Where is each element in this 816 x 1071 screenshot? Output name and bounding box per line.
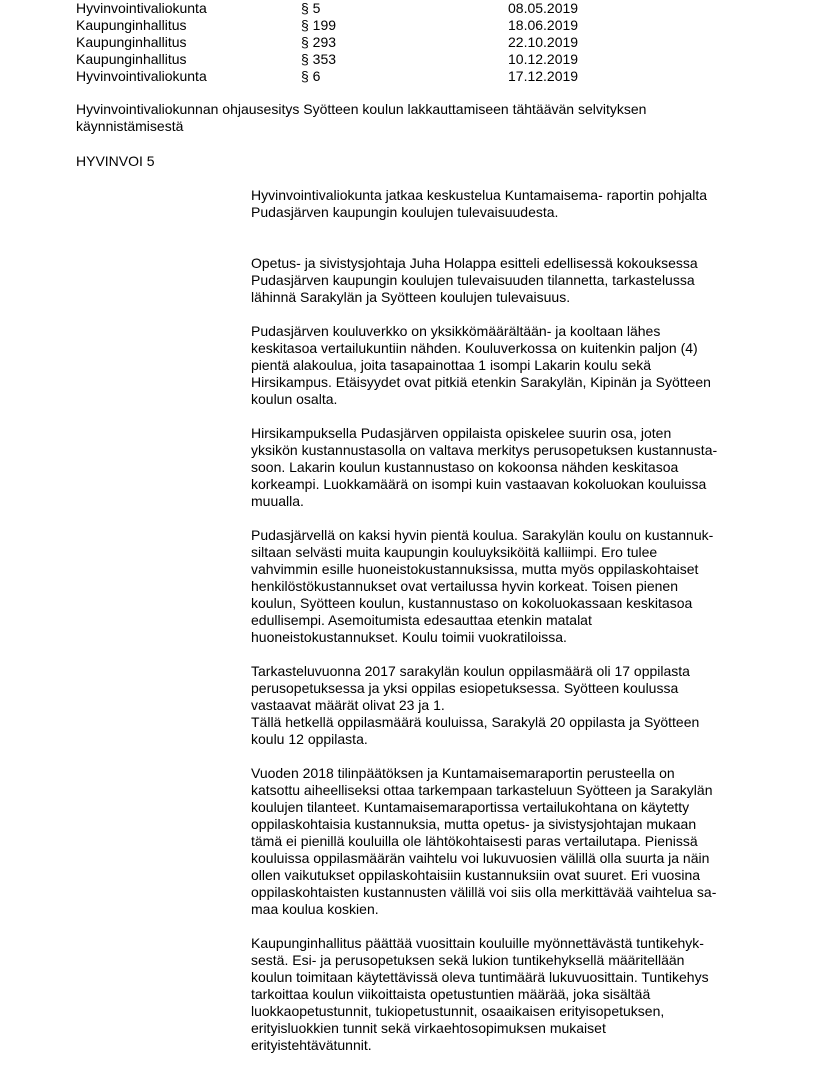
- paragraph-line: erityistehtävätunnit.: [251, 1037, 372, 1053]
- paragraph-line: muualla.: [251, 493, 304, 509]
- paragraph-line: soon. Lakarin koulun kustannustaso on kokoonsa nähden keskitasoa: [251, 459, 679, 475]
- paragraph-line: Pudasjärven kouluverkko on yksikkömäärältään- ja kooltaan lähes: [251, 323, 661, 339]
- paragraph-line: pientä alakoulua, joita tasapainottaa 1 isompi Lakarin koulu sekä: [251, 357, 652, 373]
- paragraph-line: Hirsikampuksella Pudasjärven oppilaista opiskelee suurin osa, joten: [251, 425, 672, 441]
- history-date: 22.10.2019: [508, 34, 579, 50]
- history-body: Kaupunginhallitus: [76, 51, 187, 67]
- paragraph-line: koulun toimitaan käytettävissä oleva tuntimäärä lukuvuosittain. Tuntikehys: [251, 969, 709, 985]
- title-line: Hyvinvointivaliokunnan ohjausesitys Syötteen koulun lakkauttamiseen tähtäävän selvityksen: [76, 101, 647, 117]
- paragraph-line: huoneistokustannukset. Koulu toimii vuokratiloissa.: [251, 629, 567, 645]
- paragraph-line: perusopetuksessa ja yksi oppilas esiopetuksessa. Syötteen koulussa: [251, 680, 679, 696]
- history-body: Kaupunginhallitus: [76, 17, 187, 33]
- history-date: 10.12.2019: [508, 51, 579, 67]
- history-row: [76, 68, 776, 85]
- paragraph-line: erityisluokkien tunnit sekä virkaehtosopimuksen mukaiset: [251, 1020, 606, 1036]
- paragraph-line: siltaan selvästi muita kaupungin kouluyksiköitä kalliimpi. Ero tulee: [251, 544, 658, 560]
- history-date: 17.12.2019: [508, 68, 579, 84]
- paragraph: [251, 323, 743, 408]
- history-row: [76, 51, 776, 68]
- paragraph-line: lähinnä Sarakylän ja Syötteen koulujen tulevaisuus.: [251, 289, 571, 305]
- paragraph-line: maa koulua koskien.: [251, 901, 379, 917]
- paragraph-line: yksikön kustannustasolla on valtava merkitys perusopetuksen kustannusta-: [251, 442, 718, 458]
- history-body: Hyvinvointivaliokunta: [76, 68, 207, 84]
- history-section: § 199: [301, 17, 337, 33]
- history-section: § 6: [301, 68, 321, 84]
- paragraph-line: Tarkasteluvuonna 2017 sarakylän koulun oppilasmäärä oli 17 oppilasta: [251, 663, 690, 679]
- history-date: 08.05.2019: [508, 0, 579, 16]
- paragraph: [251, 527, 743, 646]
- meeting-history: [76, 0, 776, 85]
- paragraph-line: Vuoden 2018 tilinpäätöksen ja Kuntamaisemaraportin perusteella on: [251, 765, 675, 781]
- paragraph-line: Opetus- ja sivistysjohtaja Juha Holappa esitteli edellisessä kokouksessa: [251, 255, 698, 271]
- paragraph-line: henkilöstökustannukset ovat vertailussa hyvin korkeat. Toisen pienen: [251, 578, 678, 594]
- paragraph-line: kouluissa oppilasmäärän vaihtelu voi lukuvuosien välillä olla suurta ja näin: [251, 850, 710, 866]
- paragraph-line: Pudasjärven kaupungin koulujen tulevaisuuden tilannetta, tarkastelussa: [251, 272, 695, 288]
- paragraph-line: koulu 12 oppilasta.: [251, 731, 368, 747]
- paragraph-line: sestä. Esi- ja perusopetuksen sekä lukion tuntikehyksellä määritellään: [251, 952, 685, 968]
- history-row: [76, 0, 776, 17]
- paragraph: [251, 935, 743, 1054]
- paragraph-line: ollen vaikutukset oppilaskohtaisiin kustannuksiin ovat suuret. Eri vuosina: [251, 867, 701, 883]
- paragraph-line: oppilaskohtaisten kustannusten välillä voi siis olla merkittävää vaihtelua sa-: [251, 884, 717, 900]
- history-section: § 5: [301, 0, 321, 16]
- paragraph: [251, 425, 743, 510]
- paragraph-line: Kaupunginhallitus päättää vuosittain kouluille myönnettävästä tuntikehyk-: [251, 935, 704, 951]
- paragraph-line: tämä ei pienillä kouluilla ole lähtökohtaisesti paras vertailutapa. Pienissä: [251, 833, 698, 849]
- paragraph: [251, 187, 743, 221]
- title-line: käynnistämisestä: [76, 118, 184, 134]
- agenda-item-code: HYVINVOI 5: [76, 153, 155, 169]
- body-text: [251, 187, 743, 1071]
- paragraph-line: Pudasjärvellä on kaksi hyvin pientä koulua. Sarakylän koulu on kustannuk-: [251, 527, 714, 543]
- paragraph-line: korkeampi. Luokkamäärä on isompi kuin vastaavan kokoluokan kouluissa: [251, 476, 707, 492]
- history-section: § 353: [301, 51, 337, 67]
- paragraph-line: vahvimmin esille huoneistokustannuksissa, mutta myös oppilaskohtaiset: [251, 561, 699, 577]
- paragraph: [251, 663, 743, 748]
- paragraph-line: luokkaopetustunnit, tukiopetustunnit, osaaikaisen erityisopetuksen,: [251, 1003, 665, 1019]
- paragraph-line: Pudasjärven kaupungin koulujen tulevaisuudesta.: [251, 204, 559, 220]
- paragraph: [251, 765, 743, 918]
- history-row: [76, 17, 776, 34]
- paragraph-line: Tällä hetkellä oppilasmäärä kouluissa, Sarakylä 20 oppilasta ja Syötteen: [251, 714, 700, 730]
- paragraph-line: vastaavat määrät olivat 23 ja 1.: [251, 697, 445, 713]
- paragraph-line: koulun, Syötteen koulun, kustannustaso on kokoluokassaan keskitasoa: [251, 595, 693, 611]
- history-body: Hyvinvointivaliokunta: [76, 0, 207, 16]
- paragraph-line: Hyvinvointivaliokunta jatkaa keskustelua Kuntamaisema- raportin pohjalta: [251, 187, 708, 203]
- paragraph: [251, 255, 743, 306]
- agenda-item-title: [76, 101, 676, 135]
- paragraph-line: keskitasoa vertailukuntiin nähden. Kouluverkossa on kuitenkin paljon (4): [251, 340, 698, 356]
- paragraph-line: edullisempi. Asemoitumista edesauttaa etenkin matalat: [251, 612, 592, 628]
- history-body: Kaupunginhallitus: [76, 34, 187, 50]
- history-row: [76, 34, 776, 51]
- paragraph-line: katsottu aiheelliseksi ottaa tarkempaan tarkasteluun Syötteen ja Sarakylän: [251, 782, 713, 798]
- history-date: 18.06.2019: [508, 17, 579, 33]
- paragraph-line: Hirsikampus. Etäisyydet ovat pitkiä etenkin Sarakylän, Kipinän ja Syötteen: [251, 374, 711, 390]
- paragraph-line: tarkoittaa koulun viikoittaista opetustuntien määrää, joka sisältää: [251, 986, 651, 1002]
- history-section: § 293: [301, 34, 337, 50]
- paragraph-line: koulujen tilanteet. Kuntamaisemaraportissa vertailukohtana on käytetty: [251, 799, 690, 815]
- paragraph-line: koulun osalta.: [251, 391, 338, 407]
- paragraph-line: oppilaskohtaisia kustannuksia, mutta opetus- ja sivistysjohtajan mukaan: [251, 816, 697, 832]
